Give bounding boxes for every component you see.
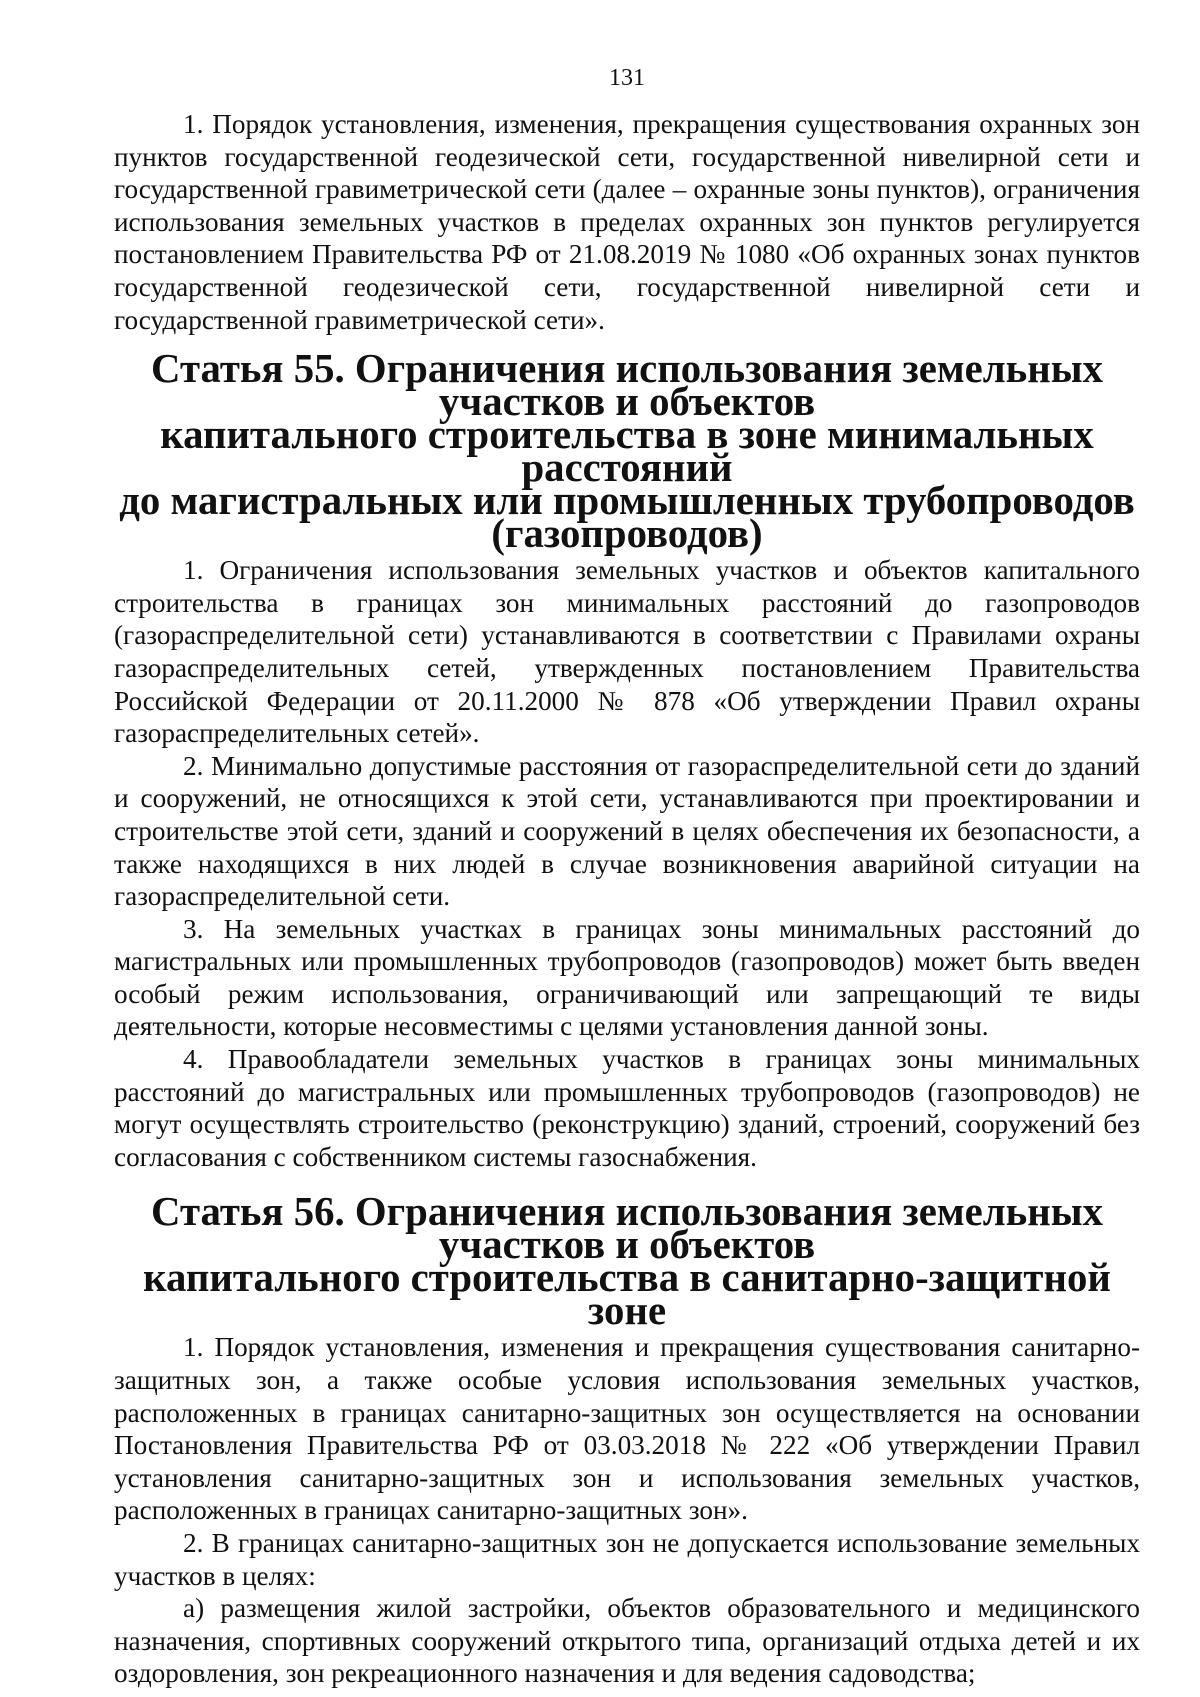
article-56-paragraph-1: 1. Порядок установления, изменения и прекращения существования санитарно-защитных зон, а также особые условия использования земельных участков, расположенных в границах санитарно-защитных зон осуществляется на основании Постановления Правительства РФ от 03.03.2018 № 222 «Об утверждении Правил установления санитарно-защитных зон и использования земельных участков, расположенных в границах санитарно-защитных зон». (114, 1332, 1140, 1526)
page-number: 131 (609, 65, 645, 91)
document-page (114, 62, 1140, 1690)
article-55-heading-line: капитального строительства в зоне минимальных расстояний (160, 412, 1094, 491)
article-55-paragraph-4: 4. Правообладатели земельных участков в границах зоны минимальных расстояний до магистральных или промышленных трубопроводов (газопроводов) не могут осуществлять строительство (реконструкцию) зданий, строений, сооружений без согласования с собственником системы газоснабжения. (114, 1044, 1140, 1172)
article-55-heading-line: Статья 55. Ограничения использования земельных участков и объектов (151, 346, 1103, 425)
article-55-paragraph-3: 3. На земельных участках в границах зоны минимальных расстояний до магистральных или промышленных трубопроводов (газопроводов) может быть введен особый режим использования, ограничивающий или запрещающий те виды деятельности, которые несовместимы с целями установления данной зоны. (114, 913, 1140, 1042)
article-56-heading (114, 1189, 1140, 1334)
article-55-paragraph-2: 2. Минимально допустимые расстояния от газораспределительной сети до зданий и сооружений, не относящихся к этой сети, устанавливаются при проектировании и строительстве этой сети, зданий и сооружений в целях обеспечения их безопасности, а также находящихся в них людей в случае возникновения аварийной ситуации на газораспределительной сети. (114, 750, 1140, 912)
article-55-heading-line: до магистральных или промышленных трубопроводов (газопроводов) (119, 478, 1135, 557)
intro-paragraph: 1. Порядок установления, изменения, прекращения существования охранных зон пунктов государственной геодезической сети, государственной нивелирной сети и государственной гравиметрической сети (далее – охранные зоны пунктов), ограничения использования земельных участков в пределах охранных зон пунктов регулируется постановлением Правительства РФ от 21.08.2019 № 1080 «Об охранных зонах пунктов государственной геодезической сети, государственной нивелирной сети и государственной гравиметрической сети». (114, 109, 1140, 335)
article-56-paragraph-2: 2. В границах санитарно-защитных зон не допускается использование земельных участков в целях: (114, 1528, 1140, 1591)
article-55-paragraph-1: 1. Ограничения использования земельных участков и объектов капитального строительства в границах зон минимальных расстояний до газопроводов (газораспределительной сети) устанавливаются в соответствии с Правилами охраны газораспределительных сетей, утвержденных постановлением Правительства Российской Федерации от 20.11.2000 № 878 «Об утверждении Правил охраны газораспределительных сетей». (114, 555, 1140, 749)
article-55-heading (114, 346, 1140, 557)
article-56-heading-line: капитального строительства в санитарно-защитной зоне (143, 1255, 1111, 1334)
article-56-heading-line: Статья 56. Ограничения использования земельных участков и объектов (151, 1189, 1103, 1268)
article-56-paragraph-item-a: а) размещения жилой застройки, объектов образовательного и медицинского назначения, спортивных сооружений открытого типа, организаций отдыха детей и их оздоровления, зон рекреационного назначения и для ведения садоводства; (114, 1593, 1140, 1689)
